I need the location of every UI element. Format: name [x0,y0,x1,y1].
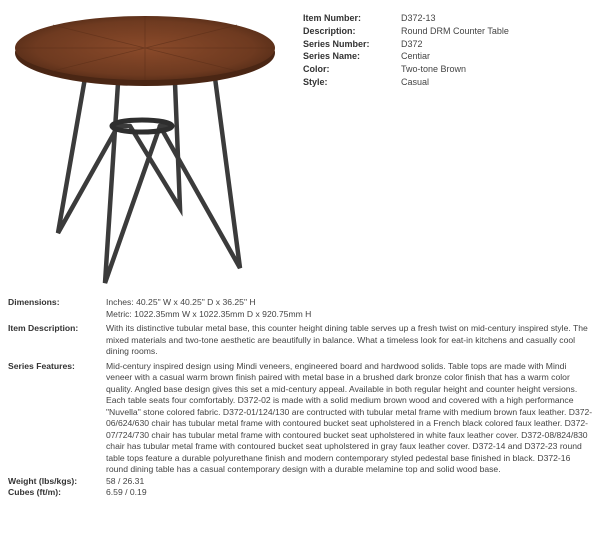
spec-row-description [303,25,509,38]
spec-label: Series Name: [303,51,361,62]
spec-value: D372-13 [401,13,436,23]
item-description-text: With its distinctive tubular metal base, this counter height dining table serves up a fresh twist on mid-century inspired style. The mixed materials and two-tone aesthetic are beautifully in balance. What a timeless look for eat-in kitchens and casually cool dining rooms. [106,323,588,356]
item-description-row [8,323,594,358]
spec-value: Two-tone Brown [401,64,467,75]
dimensions-metric: Metric: 1022.35mm W x 1022.35mm D x 920.75mm H [106,308,312,319]
spec-value: Centiar [401,51,431,62]
item-description-label: Item Description: [8,323,79,333]
weight-row [8,476,594,488]
spec-label: Color: [303,64,330,75]
weight-label: Weight (lbs/kgs): [8,475,78,486]
series-features-text: Mid-century inspired design using Mindi veneers, engineered board and hardwood solids. Table tops are made with Mindi veneer with a casual warm brown finish paired with metal base in a brushed dark bronze color finish that has a warm color quality. Angled base design gives this set a mid-century appeal. Available in both regular height and counter height versions. Each table seats four comfortably. D372-02 is made with a solid medium brown wood and covered with a high performance "Nuvella" stone colored fabric. D372-01/124/130 are contructed with tubular metal frame with medium brown faux leather. D372-06/624/630 chair has tubular metal frame with contoured bucket seat upholstered in a French black colored faux leather. D372-07/724/730 chair has tubular metal frame with contoured bucket seat upholstered in white faux leather cover. D372-08/824/830 chair has tubular metal frame with contoured bucket seat upholstered in gray faux leather cover. D372-14 and D372-23 round table tops feature a durable polyurethane finish and modern contemporary styled pedestal base finished in black. D372-16 round dining table has a casual contemporary design with a durable melamine top and solid wood base. [106,360,593,474]
spec-row-item-number [303,12,509,25]
series-features-label: Series Features: [8,360,75,371]
cubes-row [8,487,594,499]
spec-row-series-number [303,38,509,51]
spec-value: Casual [401,76,430,87]
spec-row-color [303,63,509,76]
spec-table [303,12,509,89]
spec-label: Series Number: [303,38,370,49]
spec-row-series-name [303,50,509,63]
cubes-label: Cubes (ft/m): [8,487,61,497]
spec-value: Round DRM Counter Table [401,25,509,36]
spec-value: D372 [401,38,423,49]
spec-row-style [303,76,509,89]
product-image [10,8,280,293]
details-section [8,297,594,499]
spec-label: Description: [303,25,356,36]
dimensions-label: Dimensions: [8,297,60,307]
dimensions-row [8,297,594,320]
cubes-value: 6.59 / 0.19 [106,487,147,497]
spec-label: Style: [303,76,328,87]
dimensions-inches: Inches: 40.25" W x 40.25" D x 36.25" H [106,297,256,307]
weight-value: 58 / 26.31 [106,475,145,486]
series-features-row [8,361,594,476]
spec-label: Item Number: [303,13,362,23]
